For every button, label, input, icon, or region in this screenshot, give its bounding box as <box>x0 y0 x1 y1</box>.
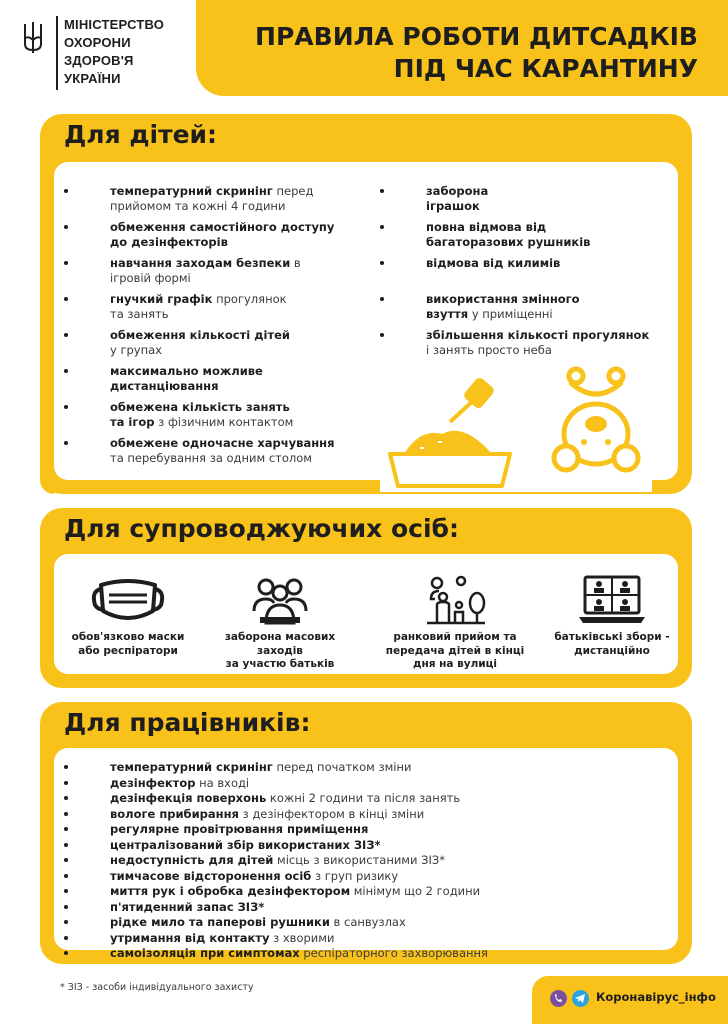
escorts-section-title: Для супроводжуючих осіб: <box>64 514 459 543</box>
workers-section-title: Для працівників: <box>64 708 311 737</box>
bullet-icon <box>64 333 68 337</box>
bullet-icon <box>64 781 68 785</box>
list-item: регулярне провітрювання приміщення <box>110 822 670 837</box>
kids-list-left <box>110 184 360 472</box>
bullet-icon <box>64 405 68 409</box>
list-item: температурний скринінг перед прийомом та кожні 4 години <box>110 184 360 214</box>
list-item: збільшення кількості прогулянок і занять просто неба <box>426 328 676 358</box>
escort-label: або респіратори <box>78 644 178 657</box>
page-title-line: ПІД ЧАС КАРАНТИНУ <box>393 54 698 83</box>
bullet-icon <box>64 951 68 955</box>
list-item: обмежене одночасне харчування та перебування за одним столом <box>110 436 360 466</box>
list-item: утримання від контакту з хворими <box>110 931 670 946</box>
bullet-icon <box>380 189 384 193</box>
bullet-icon <box>64 889 68 893</box>
trident-icon <box>22 20 44 54</box>
bullet-icon <box>64 765 68 769</box>
list-item: обмеження кількості дітей у групах <box>110 328 360 358</box>
escort-item <box>537 575 687 658</box>
list-item: відмова від килимів <box>426 256 676 271</box>
list-item: навчання заходам безпеки в ігровій формі <box>110 256 360 286</box>
bullet-icon <box>64 297 68 301</box>
list-item: самоізоляція при симптомах респіраторного захворювання <box>110 946 670 961</box>
list-item: дезінфектор на вході <box>110 776 670 791</box>
bullet-icon <box>64 843 68 847</box>
list-item: недоступність для дітей місць з використаними ЗІЗ* <box>110 853 670 868</box>
viber-icon[interactable] <box>550 990 567 1007</box>
bullet-icon <box>380 333 384 337</box>
family-outdoor-icon <box>423 575 487 625</box>
bullet-icon <box>64 812 68 816</box>
workers-list <box>110 760 670 962</box>
ministry-name-line: ОХОРОНИ <box>64 35 131 50</box>
escort-item <box>53 575 203 658</box>
list-item: використання змінного взуття у приміщенні <box>426 292 676 322</box>
ministry-name-line: УКРАЇНИ <box>64 71 121 86</box>
escort-label: передача дітей в кінці <box>385 644 525 657</box>
escort-label: за участю батьків <box>225 658 335 670</box>
list-item: заборона іграшок <box>426 184 676 214</box>
video-call-icon <box>577 575 647 625</box>
escort-item <box>380 575 530 672</box>
list-item: дезінфекція поверхонь кожні 2 години та після занять <box>110 791 670 806</box>
bullet-icon <box>380 297 384 301</box>
escort-label: дня на вулиці <box>412 658 498 670</box>
bullet-icon <box>64 225 68 229</box>
escort-label: дистанційно <box>574 644 650 657</box>
bullet-icon <box>64 858 68 862</box>
ministry-logo <box>18 14 188 94</box>
telegram-icon[interactable] <box>572 990 589 1007</box>
list-item: п'ятиденний запас ЗІЗ* <box>110 900 670 915</box>
bullet-icon <box>64 189 68 193</box>
mask-icon <box>91 575 165 625</box>
bullet-icon <box>64 905 68 909</box>
bullet-icon <box>64 920 68 924</box>
escort-item <box>205 575 355 672</box>
bullet-icon <box>64 369 68 373</box>
title-banner <box>196 0 728 96</box>
list-item: повна відмова від багаторазових рушників <box>426 220 676 250</box>
bullet-icon <box>380 261 384 265</box>
list-item: максимально можливе дистанціювання <box>110 364 360 394</box>
bullet-icon <box>64 874 68 878</box>
bullet-icon <box>64 261 68 265</box>
ministry-name-line: МІНІСТЕРСТВО <box>64 17 165 32</box>
bullet-icon <box>64 441 68 445</box>
list-item: рідке мило та паперові рушники в санвузлах <box>110 915 670 930</box>
kids-section-title: Для дітей: <box>64 120 218 149</box>
crowd-icon <box>248 575 312 625</box>
list-item: обмеження самостійного доступу до дезінфекторів <box>110 220 360 250</box>
list-item: обмежена кількість занять та ігор з фізичним контактом <box>110 400 360 430</box>
bullet-icon <box>64 936 68 940</box>
footer-badge[interactable] <box>532 976 728 1024</box>
kids-list-right <box>426 184 676 364</box>
ministry-divider <box>56 16 58 90</box>
escort-label: батьківські збори - <box>554 631 670 643</box>
list-item: вологе прибирання з дезінфектором в кінці зміни <box>110 807 670 822</box>
list-item: централізований збір використаних ЗІЗ* <box>110 838 670 853</box>
footer-handle[interactable]: Коронавірус_інфо <box>596 990 716 1004</box>
bullet-icon <box>64 796 68 800</box>
escort-label: ранковий прийом та <box>393 631 517 643</box>
list-item: тимчасове відсторонення осіб з груп ризику <box>110 869 670 884</box>
footnote: * ЗІЗ - засоби індивідуального захисту <box>60 982 254 993</box>
list-item: гнучкий графік прогулянок та занять <box>110 292 360 322</box>
list-item: температурний скринінг перед початком зміни <box>110 760 670 775</box>
escort-label: заборона масових заходів <box>224 631 336 657</box>
page-title-line: ПРАВИЛА РОБОТИ ДИТСАДКІВ <box>255 22 698 51</box>
bullet-icon <box>64 827 68 831</box>
escort-label: обов'язково маски <box>71 631 185 643</box>
list-item: миття рук і обробка дезінфектором мінімум що 2 години <box>110 884 670 899</box>
bullet-icon <box>380 225 384 229</box>
sandbox-teddy-illustration <box>380 362 652 492</box>
ministry-name-line: ЗДОРОВ'Я <box>64 53 134 68</box>
kids-section-border <box>40 362 54 494</box>
